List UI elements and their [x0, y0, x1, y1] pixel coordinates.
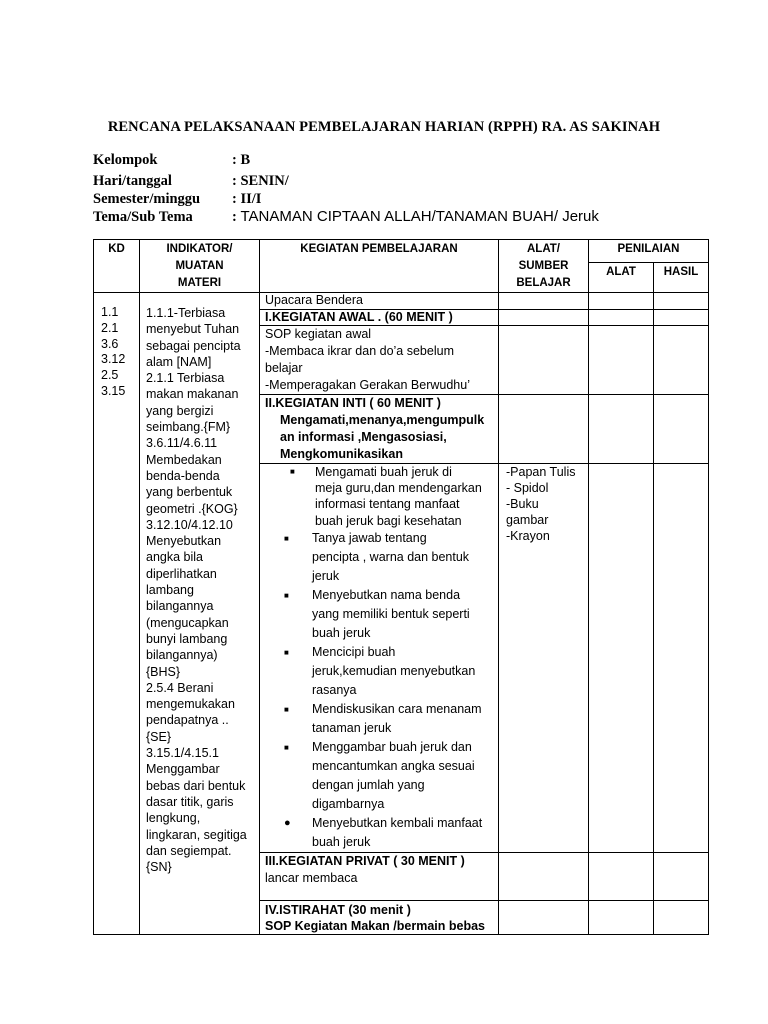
header-penilaian-hasil: HASIL: [654, 262, 709, 292]
activity-line: rasanya: [312, 682, 357, 697]
alat-item: gambar: [506, 513, 549, 527]
indikator-line: 3.12.10/4.12.10: [146, 517, 233, 532]
tema-label: Tema/Sub Tema: [93, 209, 193, 225]
list-item: [260, 464, 494, 529]
indikator-line: 3.15.1/4.15.1: [146, 746, 219, 761]
indikator-line: pendapatnya ..: [146, 713, 229, 728]
empty-cell: [589, 395, 654, 464]
upacara-cell: Upacara Bendera: [260, 293, 499, 310]
indikator-line: (mengucapkan: [146, 615, 229, 630]
info-tema: [93, 208, 599, 226]
indikator-line: diperlihatkan: [146, 566, 217, 581]
indikator-line: seimbang.{FM}: [146, 420, 231, 435]
header-alat-line: ALAT/: [526, 243, 560, 255]
empty-cell: [654, 326, 709, 395]
indikator-line: lingkaran, segitiga: [146, 827, 247, 842]
kd-value: 3.12: [101, 352, 126, 367]
istirahat-title: IV.ISTIRAHAT (30 menit ): [265, 902, 411, 917]
list-item: [260, 700, 494, 738]
activity-line: Menyebutkan kembali manfaat: [312, 815, 483, 830]
hari-label: Hari/tanggal: [93, 173, 172, 189]
square-bullet-icon: ■: [284, 647, 289, 657]
square-bullet-icon: ■: [290, 467, 295, 476]
kegiatan-privat-line: lancar membaca: [265, 870, 358, 885]
activity-line: buah jeruk: [312, 625, 371, 640]
header-alat-sumber: [499, 240, 589, 293]
tema-separator: :: [232, 209, 241, 225]
header-kd: KD: [94, 240, 140, 293]
kd-value: 2.1: [101, 320, 119, 335]
kegiatan-awal-title: I.KEGIATAN AWAL . (60 MENIT ): [260, 310, 499, 326]
empty-cell: [654, 900, 709, 934]
alat-sumber-cell: [499, 464, 589, 853]
indikator-line: {BHS}: [146, 664, 181, 679]
semester-value: : II/I: [232, 191, 262, 207]
istirahat-line: SOP Kegiatan Makan /bermain bebas: [265, 918, 485, 933]
indikator-line: bilangannya): [146, 648, 218, 663]
empty-cell: [654, 464, 709, 853]
activity-line: jeruk: [312, 568, 340, 583]
empty-cell: [499, 293, 589, 310]
activity-line: Tanya jawab tentang: [312, 530, 427, 545]
round-bullet-icon: ●: [284, 816, 291, 829]
alat-item: -Krayon: [506, 529, 550, 543]
header-indikator-line: MATERI: [177, 277, 222, 289]
indikator-line: bilangannya: [146, 599, 214, 614]
header-row: [94, 240, 709, 263]
indikator-line: angka bila: [146, 550, 203, 565]
kegiatan-inti-sub: [265, 412, 494, 463]
header-indikator-line: INDIKATOR/: [166, 243, 233, 255]
empty-cell: [499, 900, 589, 934]
info-hari: [93, 172, 599, 190]
rpph-table: [93, 239, 709, 935]
empty-cell: [589, 900, 654, 934]
kegiatan-awal-line: belajar: [265, 361, 303, 375]
list-item: [260, 529, 494, 586]
kegiatan-inti-title: II.KEGIATAN INTI ( 60 MENIT ): [265, 396, 441, 410]
indikator-line: bunyi lambang: [146, 631, 228, 646]
empty-cell: [654, 310, 709, 326]
istirahat-cell: [260, 900, 499, 934]
empty-cell: [589, 293, 654, 310]
kd-cell: [94, 293, 140, 935]
kegiatan-inti-sub-line: Mengkomunikasikan: [280, 447, 403, 461]
activity-list: [260, 464, 498, 852]
kegiatan-privat-cell: [260, 852, 499, 900]
empty-cell: [499, 310, 589, 326]
kegiatan-inti-sub-line: Mengamati,menanya,mengumpulk: [280, 413, 485, 427]
list-item: [260, 643, 494, 700]
empty-cell: [589, 326, 654, 395]
empty-cell: [499, 326, 589, 395]
activity-line: mencantumkan angka sesuai: [312, 758, 475, 773]
activity-line: digambarnya: [312, 796, 385, 811]
activity-line: Mengamati buah jeruk di: [315, 465, 452, 479]
indikator-line: 2.1.1 Terbiasa: [146, 371, 225, 386]
row-upacara: [94, 293, 709, 310]
indikator-line: dasar titik, garis: [146, 794, 234, 809]
empty-cell: [654, 293, 709, 310]
alat-item: - Spidol: [506, 481, 549, 495]
indikator-line: lengkung,: [146, 811, 201, 826]
kelompok-label: Kelompok: [93, 152, 158, 168]
activity-line: Menggambar buah jeruk dan: [312, 739, 472, 754]
kegiatan-inti-activities-cell: [260, 464, 499, 853]
indikator-line: yang bergizi: [146, 403, 214, 418]
indikator-line: {SE}: [146, 729, 172, 744]
empty-cell: [654, 852, 709, 900]
indikator-line: Menyebutkan: [146, 534, 222, 549]
activity-line: jeruk,kemudian menyebutkan: [312, 663, 476, 678]
kd-value: 2.5: [101, 368, 119, 383]
document-title: RENCANA PELAKSANAAN PEMBELAJARAN HARIAN (RPPH) RA. AS SAKINAH: [107, 119, 661, 135]
kegiatan-awal-line: SOP kegiatan awal: [265, 327, 372, 341]
activity-line: meja guru,dan mendengarkan: [315, 481, 482, 496]
square-bullet-icon: ■: [284, 533, 289, 543]
kd-value: 3.6: [101, 336, 119, 351]
header-alat-line: BELAJAR: [516, 277, 571, 289]
indikator-line: 2.5.4 Berani: [146, 680, 214, 695]
empty-cell: [654, 395, 709, 464]
header-penilaian-alat: ALAT: [589, 262, 654, 292]
header-penilaian: PENILAIAN: [589, 240, 709, 263]
activity-line: informasi tentang manfaat: [315, 497, 460, 512]
empty-cell: [589, 464, 654, 853]
activity-line: buah jeruk bagi kesehatan: [315, 513, 462, 528]
kegiatan-awal-line: -Membaca ikrar dan do’a sebelum: [265, 344, 454, 358]
info-semester: [93, 190, 599, 208]
kd-value: 1.1: [101, 305, 119, 319]
indikator-line: geometri .{KOG}: [146, 501, 238, 516]
alat-item: -Papan Tulis: [506, 465, 576, 479]
kegiatan-awal-line: -Memperagakan Gerakan Berwudhu’: [265, 378, 470, 392]
indikator-line: lambang: [146, 583, 194, 598]
indikator-line: alam [NAM]: [146, 354, 212, 369]
kegiatan-inti-sub-line: an informasi ,Mengasosiasi,: [280, 430, 447, 444]
kelompok-value: : B: [232, 152, 251, 168]
list-item: [260, 586, 494, 643]
alat-item: -Buku: [506, 497, 539, 511]
empty-cell: [499, 852, 589, 900]
kegiatan-privat-title: III.KEGIATAN PRIVAT ( 30 MENIT ): [265, 853, 465, 868]
indikator-line: makan makanan: [146, 387, 239, 402]
indikator-line: sebagai pencipta: [146, 338, 241, 353]
empty-cell: [589, 310, 654, 326]
square-bullet-icon: ■: [284, 704, 289, 714]
indikator-line: Membedakan: [146, 452, 222, 467]
activity-line: pencipta , warna dan bentuk: [312, 549, 470, 564]
indikator-line: benda-benda: [146, 468, 220, 483]
indikator-line: Menggambar: [146, 762, 220, 777]
header-indikator-line: MUATAN: [175, 260, 224, 272]
header-alat-line: SUMBER: [518, 260, 569, 272]
kegiatan-inti-title-cell: [260, 395, 499, 464]
empty-cell: [499, 395, 589, 464]
empty-cell: [589, 852, 654, 900]
activity-line: Menyebutkan nama benda: [312, 587, 461, 602]
info-block: [93, 151, 599, 226]
square-bullet-icon: ■: [284, 742, 289, 752]
list-item: [260, 814, 494, 852]
indikator-line: {SN}: [146, 860, 172, 875]
tema-value: TANAMAN CIPTAAN ALLAH/TANAMAN BUAH/ Jeruk: [240, 208, 599, 225]
indikator-line: 3.6.11/4.6.11: [146, 436, 218, 451]
activity-line: tanaman jeruk: [312, 720, 392, 735]
indikator-line: menyebut Tuhan: [146, 322, 240, 337]
activity-line: dengan jumlah yang: [312, 777, 425, 792]
activity-line: Mencicipi buah: [312, 644, 396, 659]
activity-line: buah jeruk: [312, 834, 371, 849]
indikator-line: mengemukakan: [146, 697, 235, 712]
indikator-cell: [140, 293, 260, 935]
header-indikator: [140, 240, 260, 293]
indikator-line: 1.1.1-Terbiasa: [146, 306, 226, 320]
semester-label: Semester/minggu: [93, 191, 201, 207]
header-kegiatan: KEGIATAN PEMBELAJARAN: [260, 240, 499, 293]
indikator-line: dan segiempat.: [146, 843, 232, 858]
indikator-line: yang berbentuk: [146, 485, 233, 500]
activity-line: Mendiskusikan cara menanam: [312, 701, 482, 716]
square-bullet-icon: ■: [284, 590, 289, 600]
indikator-line: bebas dari bentuk: [146, 778, 246, 793]
list-item: [260, 738, 494, 814]
kegiatan-awal-cell: [260, 326, 499, 395]
activity-line: yang memiliki bentuk seperti: [312, 606, 470, 621]
hari-value: : SENIN/: [232, 173, 289, 189]
info-kelompok: [93, 151, 599, 172]
kd-value: 3.15: [101, 383, 126, 398]
